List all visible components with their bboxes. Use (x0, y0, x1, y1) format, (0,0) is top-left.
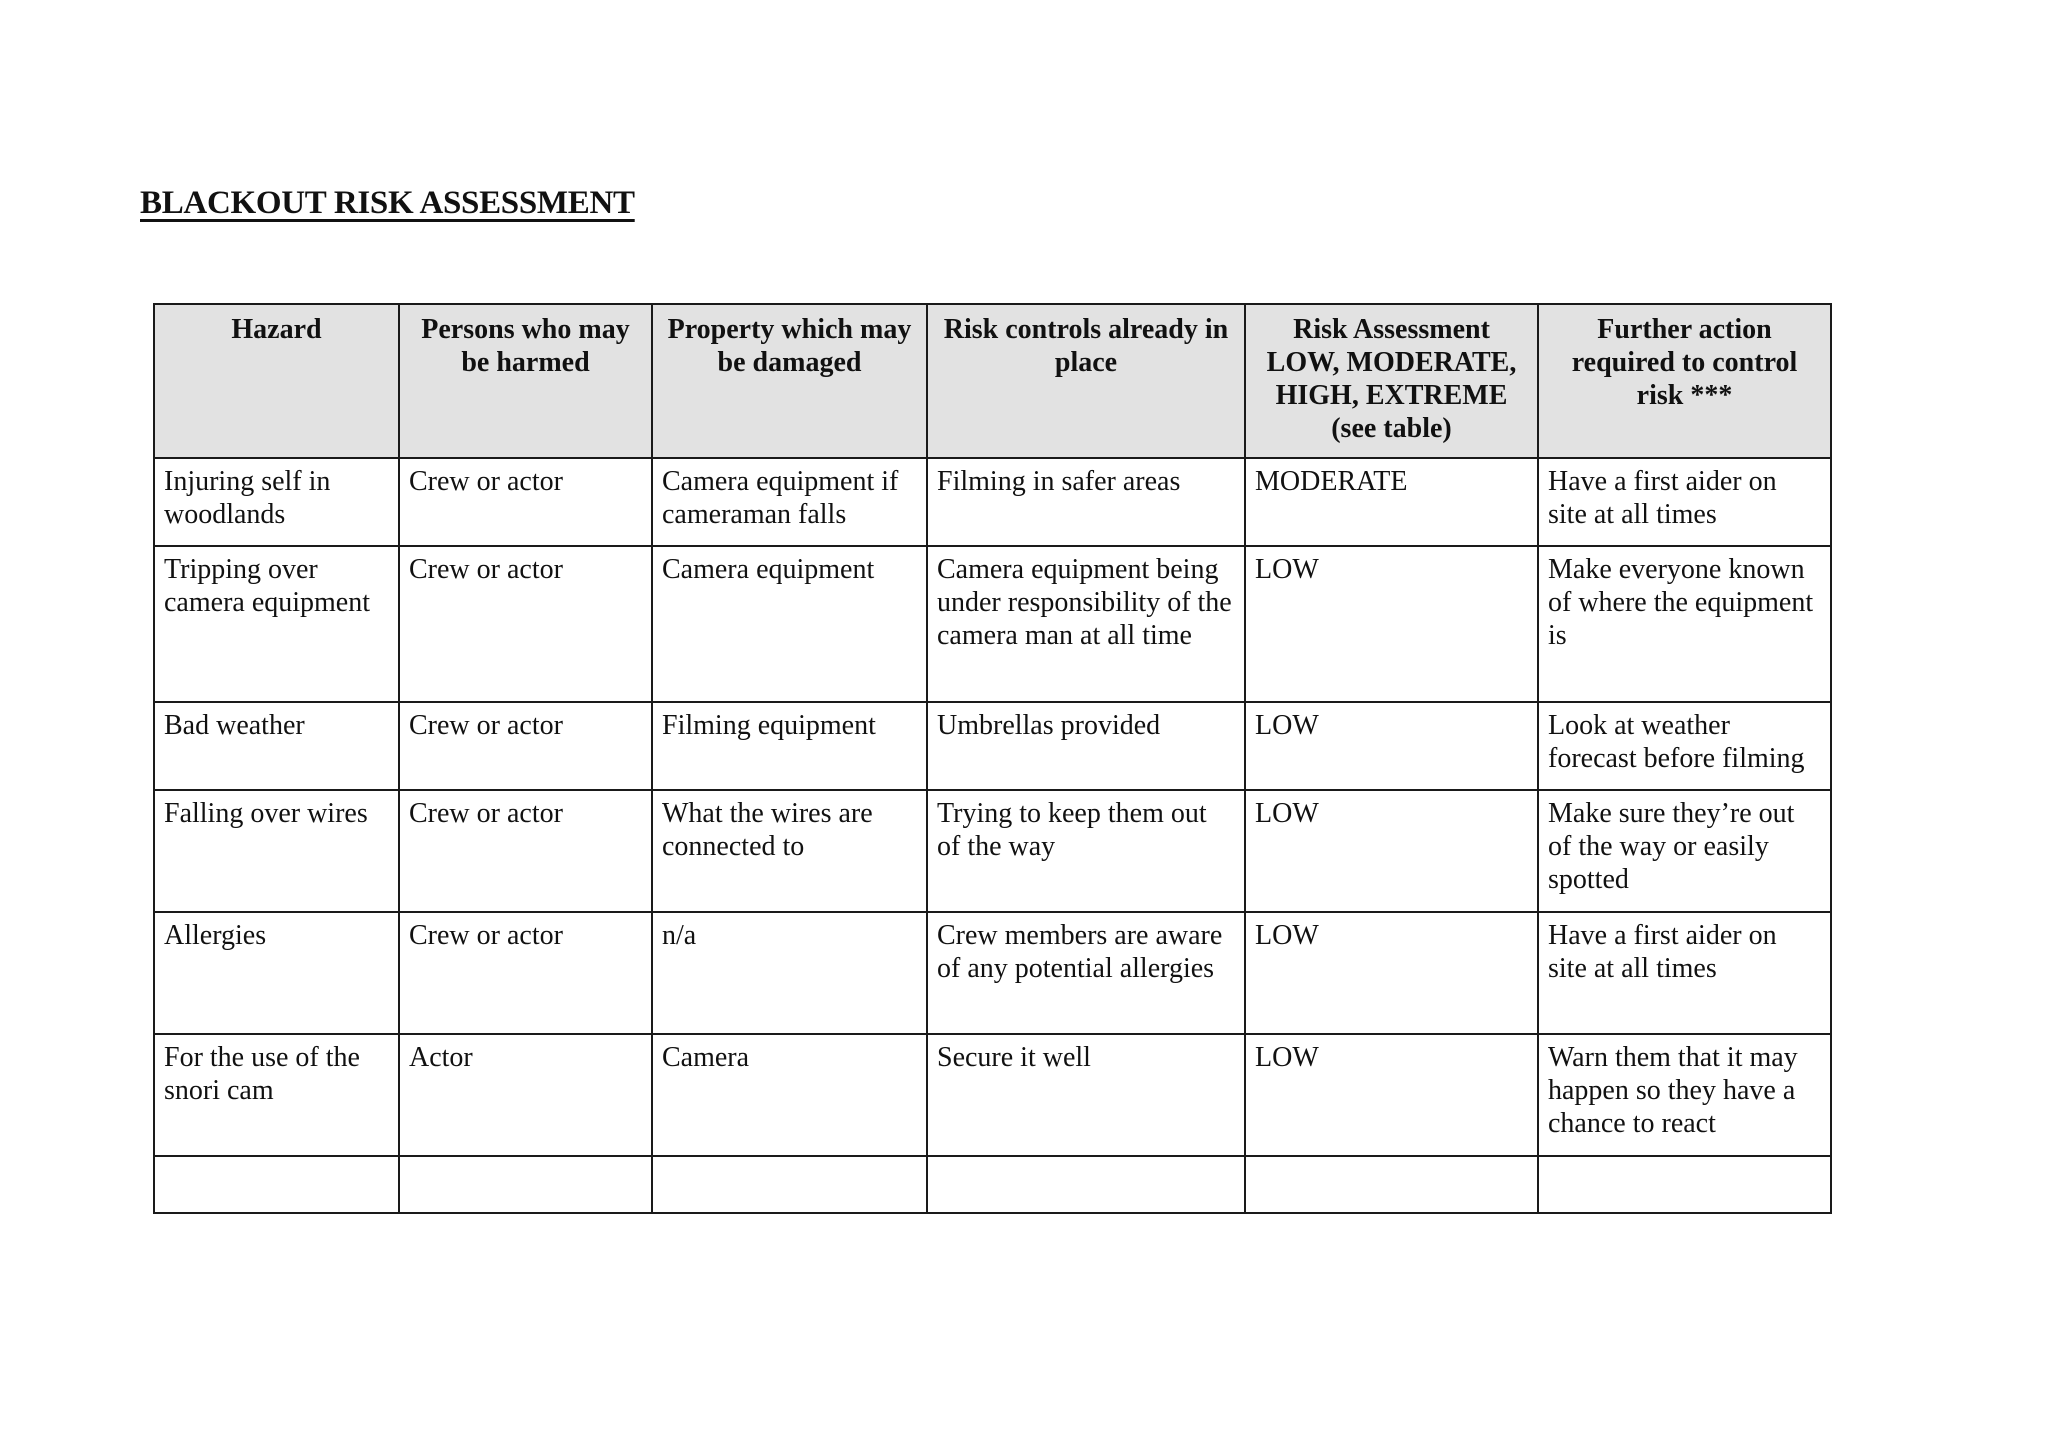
property-cell: What the wires are connected to (652, 790, 927, 912)
controls-cell: Crew members are aware of any potential allergies (927, 912, 1245, 1034)
risk-level-cell: LOW (1245, 790, 1538, 912)
header-risk-assessment: Risk Assessment LOW, MODERATE, HIGH, EXTREME (see table) (1245, 304, 1538, 458)
persons-cell (399, 1156, 652, 1213)
risk-assessment-table (153, 303, 1832, 1214)
further-action-cell: Have a first aider on site at all times (1538, 458, 1831, 546)
header-hazard: Hazard (154, 304, 399, 458)
persons-cell: Crew or actor (399, 458, 652, 546)
persons-cell: Crew or actor (399, 790, 652, 912)
property-cell: Camera (652, 1034, 927, 1156)
controls-cell: Trying to keep them out of the way (927, 790, 1245, 912)
table-row (154, 458, 1831, 546)
header-property-damaged: Property which may be damaged (652, 304, 927, 458)
controls-cell: Secure it well (927, 1034, 1245, 1156)
hazard-cell (154, 1156, 399, 1213)
property-cell: n/a (652, 912, 927, 1034)
risk-level-cell (1245, 1156, 1538, 1213)
document-title: BLACKOUT RISK ASSESSMENT (140, 185, 635, 221)
header-row (154, 304, 1831, 458)
persons-cell: Actor (399, 1034, 652, 1156)
table-row (154, 912, 1831, 1034)
persons-cell: Crew or actor (399, 546, 652, 702)
risk-level-cell: MODERATE (1245, 458, 1538, 546)
further-action-cell: Make sure they’re out of the way or easily spotted (1538, 790, 1831, 912)
table-row (154, 546, 1831, 702)
risk-level-cell: LOW (1245, 912, 1538, 1034)
header-risk-controls: Risk controls already in place (927, 304, 1245, 458)
further-action-cell (1538, 1156, 1831, 1213)
property-cell: Filming equipment (652, 702, 927, 790)
risk-level-cell: LOW (1245, 546, 1538, 702)
property-cell (652, 1156, 927, 1213)
table-row (154, 702, 1831, 790)
risk-level-cell: LOW (1245, 702, 1538, 790)
property-cell: Camera equipment if cameraman falls (652, 458, 927, 546)
table-row-empty (154, 1156, 1831, 1213)
further-action-cell: Have a first aider on site at all times (1538, 912, 1831, 1034)
further-action-cell: Look at weather forecast before filming (1538, 702, 1831, 790)
persons-cell: Crew or actor (399, 702, 652, 790)
risk-level-cell: LOW (1245, 1034, 1538, 1156)
header-persons-harmed: Persons who may be harmed (399, 304, 652, 458)
further-action-cell: Warn them that it may happen so they have a chance to react (1538, 1034, 1831, 1156)
hazard-cell: Bad weather (154, 702, 399, 790)
hazard-cell: Falling over wires (154, 790, 399, 912)
table-row (154, 1034, 1831, 1156)
controls-cell: Filming in safer areas (927, 458, 1245, 546)
property-cell: Camera equipment (652, 546, 927, 702)
table-row (154, 790, 1831, 912)
hazard-cell: Injuring self in woodlands (154, 458, 399, 546)
hazard-cell: Tripping over camera equipment (154, 546, 399, 702)
further-action-cell: Make everyone known of where the equipment is (1538, 546, 1831, 702)
controls-cell: Camera equipment being under responsibility of the camera man at all time (927, 546, 1245, 702)
hazard-cell: For the use of the snori cam (154, 1034, 399, 1156)
persons-cell: Crew or actor (399, 912, 652, 1034)
hazard-cell: Allergies (154, 912, 399, 1034)
controls-cell (927, 1156, 1245, 1213)
controls-cell: Umbrellas provided (927, 702, 1245, 790)
header-further-action: Further action required to control risk *** (1538, 304, 1831, 458)
